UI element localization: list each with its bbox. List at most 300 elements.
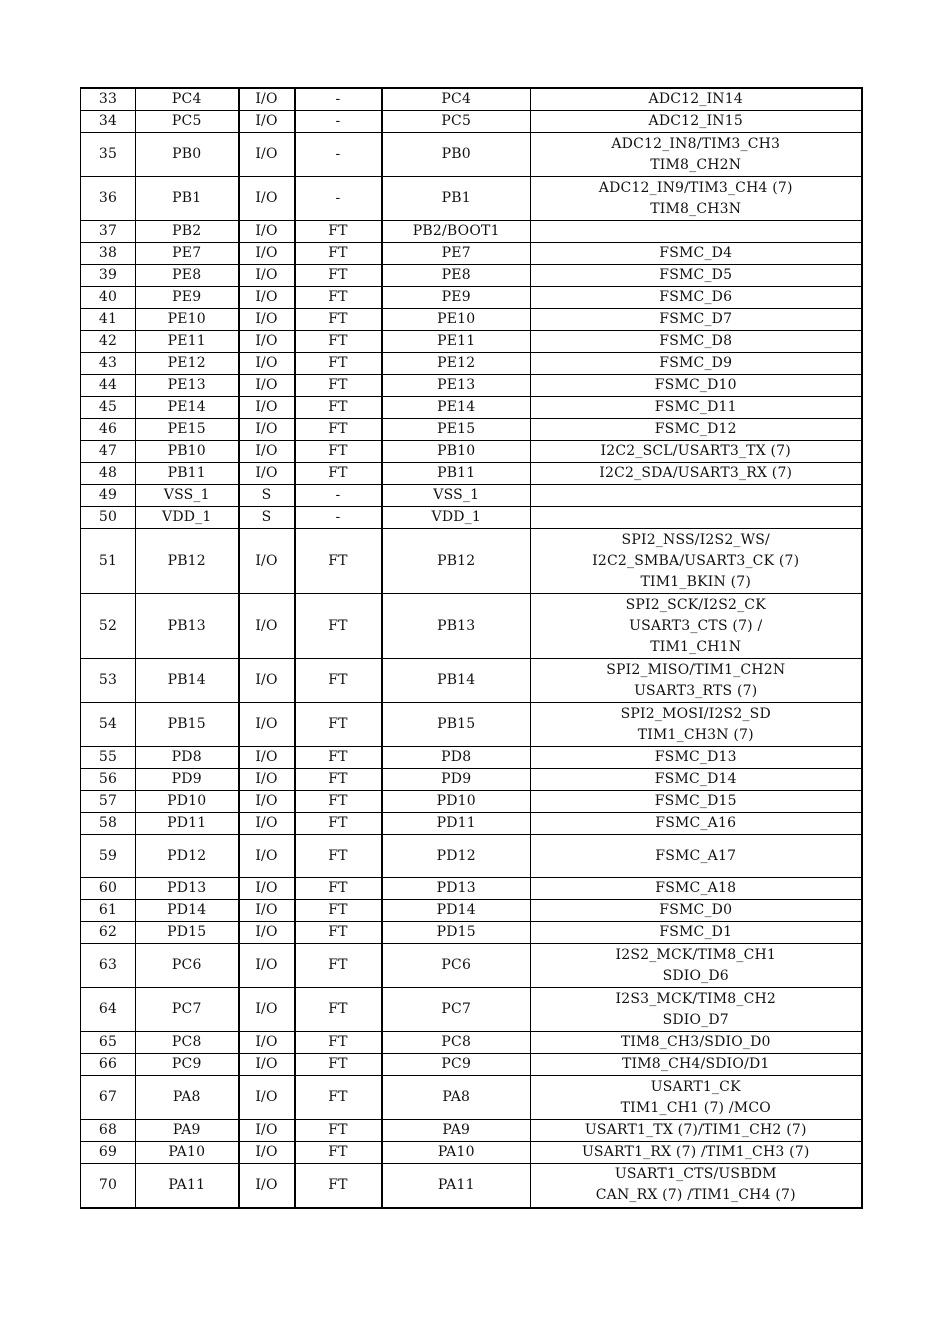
main-function-cell: PB13 (382, 594, 531, 659)
io-level-cell: FT (295, 747, 382, 769)
alternate-function-line: FSMC_A17 (655, 847, 737, 864)
io-level-cell: FT (295, 594, 382, 659)
pin-type-cell: I/O (239, 419, 295, 441)
alternate-function-line: TIM1_CH3N (7) (637, 726, 754, 743)
io-level-cell: FT (295, 922, 382, 944)
alternate-functions-cell (531, 791, 862, 813)
pin-type-cell: I/O (239, 88, 295, 111)
alternate-functions-cell (531, 1032, 862, 1054)
alternate-functions-cell (531, 769, 862, 791)
io-level-cell: FT (295, 1142, 382, 1164)
pin-type-cell: I/O (239, 813, 295, 835)
pin-name-cell: PE8 (136, 265, 239, 287)
table-row (81, 375, 862, 397)
pin-number-cell: 53 (81, 659, 136, 703)
main-function-cell: PD8 (382, 747, 531, 769)
alternate-function-line: I2S2_MCK/TIM8_CH1 (615, 946, 776, 963)
table-row (81, 441, 862, 463)
alternate-function-line: SPI2_SCK/I2S2_CK (625, 596, 766, 613)
alternate-function-line: USART3_CTS (7) / (629, 617, 763, 634)
alternate-functions-cell (531, 1054, 862, 1076)
alternate-function-line: USART1_TX (7)/TIM1_CH2 (7) (584, 1122, 807, 1138)
pin-type-cell: I/O (239, 397, 295, 419)
main-function-cell: PD15 (382, 922, 531, 944)
pin-name-cell: PC7 (136, 988, 239, 1032)
alternate-function-line: TIM8_CH3/SDIO_D0 (620, 1034, 771, 1050)
alternate-function-line: FSMC_D15 (654, 793, 737, 809)
pin-number-cell: 42 (81, 331, 136, 353)
table-row (81, 265, 862, 287)
pin-number-cell: 68 (81, 1120, 136, 1142)
io-level-cell: FT (295, 1164, 382, 1208)
io-level-cell: FT (295, 791, 382, 813)
pin-name-cell: PE15 (136, 419, 239, 441)
alternate-functions-cell (531, 133, 862, 177)
alternate-function-line: FSMC_D7 (659, 311, 733, 327)
alternate-function-line: FSMC_D6 (659, 289, 733, 305)
pin-name-cell: PE9 (136, 287, 239, 309)
pin-number-cell: 39 (81, 265, 136, 287)
pin-name-cell: PB13 (136, 594, 239, 659)
main-function-cell: PB12 (382, 529, 531, 594)
main-function-cell: PE11 (382, 331, 531, 353)
alternate-function-line: FSMC_D9 (659, 355, 733, 371)
pin-type-cell: I/O (239, 133, 295, 177)
pin-type-cell: I/O (239, 309, 295, 331)
io-level-cell: - (295, 88, 382, 111)
pin-type-cell: I/O (239, 1032, 295, 1054)
table-row (81, 813, 862, 835)
pin-number-cell: 50 (81, 507, 136, 529)
pin-type-cell: I/O (239, 835, 295, 878)
alternate-functions-cell (531, 813, 862, 835)
io-level-cell: - (295, 133, 382, 177)
pin-type-cell: I/O (239, 747, 295, 769)
io-level-cell: - (295, 111, 382, 133)
table-row (81, 988, 862, 1032)
pin-name-cell: PC5 (136, 111, 239, 133)
alternate-functions-cell (531, 243, 862, 265)
pin-type-cell: I/O (239, 221, 295, 243)
pin-name-cell: PB12 (136, 529, 239, 594)
table-row (81, 791, 862, 813)
pin-type-cell: I/O (239, 353, 295, 375)
alternate-function-line: FSMC_D5 (659, 267, 733, 283)
io-level-cell: FT (295, 221, 382, 243)
pin-number-cell: 69 (81, 1142, 136, 1164)
main-function-cell: PC9 (382, 1054, 531, 1076)
pin-type-cell: I/O (239, 988, 295, 1032)
table-row (81, 221, 862, 243)
pin-number-cell: 38 (81, 243, 136, 265)
table-row (81, 1142, 862, 1164)
io-level-cell: FT (295, 988, 382, 1032)
table-row (81, 769, 862, 791)
pin-name-cell: PA10 (136, 1142, 239, 1164)
table-row (81, 878, 862, 900)
pin-name-cell: PA8 (136, 1076, 239, 1120)
pin-number-cell: 51 (81, 529, 136, 594)
pin-number-cell: 33 (81, 88, 136, 111)
pin-number-cell: 59 (81, 835, 136, 878)
pin-number-cell: 54 (81, 703, 136, 747)
pin-type-cell: I/O (239, 265, 295, 287)
alternate-functions-cell (531, 594, 862, 659)
io-level-cell: FT (295, 1120, 382, 1142)
pin-name-cell: VDD_1 (136, 507, 239, 529)
alternate-functions-cell (531, 287, 862, 309)
alternate-function-line: I2S3_MCK/TIM8_CH2 (615, 990, 776, 1007)
main-function-cell: PD11 (382, 813, 531, 835)
pin-name-cell: PB14 (136, 659, 239, 703)
main-function-cell: PA11 (382, 1164, 531, 1208)
alternate-function-line: SPI2_MOSI/I2S2_SD (620, 705, 771, 722)
alternate-functions-cell (531, 835, 862, 878)
pin-type-cell: I/O (239, 900, 295, 922)
table-row (81, 703, 862, 747)
main-function-cell: PB10 (382, 441, 531, 463)
pin-name-cell: PD9 (136, 769, 239, 791)
alternate-functions-cell (531, 463, 862, 485)
pin-type-cell: I/O (239, 791, 295, 813)
pin-name-cell: PD14 (136, 900, 239, 922)
alternate-function-line: I2C2_SCL/USART3_TX (7) (600, 443, 791, 459)
alternate-functions-cell (531, 485, 862, 507)
pin-type-cell: I/O (239, 243, 295, 265)
pin-number-cell: 49 (81, 485, 136, 507)
table-row (81, 331, 862, 353)
io-level-cell: FT (295, 353, 382, 375)
pin-number-cell: 55 (81, 747, 136, 769)
alternate-function-line: FSMC_D12 (654, 421, 737, 437)
pin-number-cell: 46 (81, 419, 136, 441)
pin-number-cell: 57 (81, 791, 136, 813)
alternate-function-line: TIM1_BKIN (7) (640, 573, 752, 590)
pin-name-cell: PC6 (136, 944, 239, 988)
alternate-function-line: FSMC_D14 (654, 771, 737, 787)
table-row (81, 177, 862, 221)
pin-number-cell: 66 (81, 1054, 136, 1076)
io-level-cell: FT (295, 463, 382, 485)
table-row (81, 1054, 862, 1076)
pin-name-cell: PA9 (136, 1120, 239, 1142)
main-function-cell: PA9 (382, 1120, 531, 1142)
pin-name-cell: PB1 (136, 177, 239, 221)
pin-type-cell: I/O (239, 177, 295, 221)
alternate-function-line: TIM8_CH4/SDIO/D1 (621, 1056, 770, 1072)
pin-number-cell: 40 (81, 287, 136, 309)
io-level-cell: FT (295, 309, 382, 331)
io-level-cell: FT (295, 419, 382, 441)
pin-number-cell: 45 (81, 397, 136, 419)
main-function-cell: PB2/BOOT1 (382, 221, 531, 243)
pin-type-cell: I/O (239, 441, 295, 463)
io-level-cell: FT (295, 659, 382, 703)
table-row (81, 287, 862, 309)
alternate-function-line: TIM1_CH1 (7) /MCO (620, 1099, 771, 1116)
io-level-cell: FT (295, 1076, 382, 1120)
table-row (81, 111, 862, 133)
main-function-cell: PE12 (382, 353, 531, 375)
main-function-cell: PC7 (382, 988, 531, 1032)
table-row (81, 419, 862, 441)
io-level-cell: FT (295, 441, 382, 463)
pin-number-cell: 52 (81, 594, 136, 659)
main-function-cell: PD12 (382, 835, 531, 878)
pin-name-cell: PD8 (136, 747, 239, 769)
io-level-cell: FT (295, 813, 382, 835)
alternate-function-line: USART3_RTS (7) (634, 682, 758, 699)
io-level-cell: FT (295, 331, 382, 353)
pin-type-cell: S (239, 485, 295, 507)
pin-number-cell: 37 (81, 221, 136, 243)
table-row (81, 309, 862, 331)
pin-number-cell: 36 (81, 177, 136, 221)
io-level-cell: FT (295, 900, 382, 922)
pin-number-cell: 65 (81, 1032, 136, 1054)
io-level-cell: FT (295, 529, 382, 594)
alternate-functions-cell (531, 1142, 862, 1164)
main-function-cell: PE9 (382, 287, 531, 309)
pin-name-cell: PD10 (136, 791, 239, 813)
table-row (81, 133, 862, 177)
pin-number-cell: 70 (81, 1164, 136, 1208)
io-level-cell: FT (295, 1054, 382, 1076)
alternate-functions-cell (531, 747, 862, 769)
alternate-function-line: SDIO_D6 (662, 967, 729, 984)
io-level-cell: FT (295, 397, 382, 419)
table-row (81, 594, 862, 659)
pin-number-cell: 56 (81, 769, 136, 791)
table-row (81, 747, 862, 769)
alternate-functions-cell (531, 1076, 862, 1120)
alternate-function-line: FSMC_D11 (654, 399, 737, 415)
pin-number-cell: 63 (81, 944, 136, 988)
pin-name-cell: PC8 (136, 1032, 239, 1054)
table-row (81, 944, 862, 988)
pin-number-cell: 62 (81, 922, 136, 944)
main-function-cell: PE15 (382, 419, 531, 441)
main-function-cell: PC8 (382, 1032, 531, 1054)
io-level-cell: FT (295, 243, 382, 265)
alternate-functions-cell (531, 507, 862, 529)
main-function-cell: PE13 (382, 375, 531, 397)
pin-table-body (81, 88, 862, 1208)
main-function-cell: PB1 (382, 177, 531, 221)
main-function-cell: PE8 (382, 265, 531, 287)
pin-name-cell: PD15 (136, 922, 239, 944)
io-level-cell: - (295, 485, 382, 507)
main-function-cell: PE10 (382, 309, 531, 331)
alternate-function-line: I2C2_SMBA/USART3_CK (7) (592, 552, 800, 569)
alternate-functions-cell (531, 309, 862, 331)
main-function-cell: PE14 (382, 397, 531, 419)
main-function-cell: PA10 (382, 1142, 531, 1164)
io-level-cell: - (295, 177, 382, 221)
alternate-functions-cell (531, 397, 862, 419)
table-row (81, 463, 862, 485)
pin-number-cell: 58 (81, 813, 136, 835)
alternate-function-line: FSMC_D10 (654, 377, 737, 393)
pin-name-cell: PB15 (136, 703, 239, 747)
alternate-functions-cell (531, 375, 862, 397)
pin-type-cell: I/O (239, 1120, 295, 1142)
alternate-functions-cell (531, 177, 862, 221)
pin-type-cell: I/O (239, 529, 295, 594)
alternate-function-line: FSMC_D4 (659, 245, 733, 261)
pin-number-cell: 41 (81, 309, 136, 331)
main-function-cell: PE7 (382, 243, 531, 265)
alternate-functions-cell (531, 419, 862, 441)
pin-number-cell: 61 (81, 900, 136, 922)
pin-definition-table (80, 87, 863, 1209)
pin-number-cell: 47 (81, 441, 136, 463)
alternate-functions-cell (531, 265, 862, 287)
alternate-function-line: ADC12_IN15 (648, 113, 743, 129)
alternate-function-line: USART1_CTS/USBDM (614, 1166, 777, 1183)
alternate-function-line: SPI2_MISO/TIM1_CH2N (606, 661, 786, 678)
alternate-function-line: FSMC_D8 (659, 333, 733, 349)
table-row (81, 507, 862, 529)
pin-type-cell: I/O (239, 944, 295, 988)
pin-type-cell: I/O (239, 1054, 295, 1076)
alternate-functions-cell (531, 353, 862, 375)
alternate-function-line: USART1_RX (7) /TIM1_CH3 (7) (581, 1144, 810, 1160)
alternate-function-line: SDIO_D7 (662, 1011, 729, 1028)
alternate-functions-cell (531, 1164, 862, 1208)
io-level-cell: FT (295, 265, 382, 287)
alternate-function-line: FSMC_D1 (659, 924, 733, 940)
pin-name-cell: PA11 (136, 1164, 239, 1208)
table-row (81, 243, 862, 265)
io-level-cell: FT (295, 1032, 382, 1054)
pin-name-cell: PE11 (136, 331, 239, 353)
pin-type-cell: I/O (239, 375, 295, 397)
pin-type-cell: I/O (239, 287, 295, 309)
pin-type-cell: I/O (239, 1164, 295, 1208)
io-level-cell: - (295, 507, 382, 529)
pin-type-cell: I/O (239, 659, 295, 703)
alternate-function-line: ADC12_IN14 (648, 91, 743, 107)
pin-type-cell: I/O (239, 1076, 295, 1120)
alternate-functions-cell (531, 659, 862, 703)
alternate-functions-cell (531, 703, 862, 747)
table-row (81, 88, 862, 111)
main-function-cell: PD9 (382, 769, 531, 791)
main-function-cell: PB15 (382, 703, 531, 747)
alternate-function-line: CAN_RX (7) /TIM1_CH4 (7) (595, 1187, 796, 1204)
main-function-cell: PB14 (382, 659, 531, 703)
pin-number-cell: 67 (81, 1076, 136, 1120)
alternate-function-line: ADC12_IN8/TIM3_CH3 (611, 135, 781, 152)
pin-name-cell: VSS_1 (136, 485, 239, 507)
main-function-cell: PC6 (382, 944, 531, 988)
alternate-function-line: SPI2_NSS/I2S2_WS/ (621, 531, 770, 548)
main-function-cell: PA8 (382, 1076, 531, 1120)
pin-number-cell: 34 (81, 111, 136, 133)
pin-type-cell: S (239, 507, 295, 529)
table-row (81, 485, 862, 507)
pin-type-cell: I/O (239, 922, 295, 944)
main-function-cell: PB11 (382, 463, 531, 485)
main-function-cell: VSS_1 (382, 485, 531, 507)
table-row (81, 397, 862, 419)
alternate-function-line: ADC12_IN9/TIM3_CH4 (7) (598, 179, 793, 196)
table-row (81, 529, 862, 594)
pin-type-cell: I/O (239, 463, 295, 485)
pin-name-cell: PE14 (136, 397, 239, 419)
alternate-function-line: TIM8_CH3N (650, 200, 742, 217)
alternate-functions-cell (531, 1120, 862, 1142)
table-row (81, 922, 862, 944)
table-row (81, 1120, 862, 1142)
main-function-cell: PC5 (382, 111, 531, 133)
alternate-functions-cell (531, 88, 862, 111)
alternate-functions-cell (531, 922, 862, 944)
alternate-functions-cell (531, 944, 862, 988)
io-level-cell: FT (295, 878, 382, 900)
pin-number-cell: 43 (81, 353, 136, 375)
table-row (81, 1164, 862, 1208)
table-row (81, 835, 862, 878)
pin-name-cell: PE10 (136, 309, 239, 331)
alternate-function-line: FSMC_A16 (655, 815, 737, 831)
io-level-cell: FT (295, 287, 382, 309)
pin-type-cell: I/O (239, 878, 295, 900)
pin-name-cell: PE7 (136, 243, 239, 265)
io-level-cell: FT (295, 944, 382, 988)
alternate-functions-cell (531, 221, 862, 243)
alternate-function-line: TIM1_CH1N (650, 638, 742, 655)
pin-name-cell: PD11 (136, 813, 239, 835)
pin-name-cell: PB2 (136, 221, 239, 243)
pin-name-cell: PC9 (136, 1054, 239, 1076)
pin-type-cell: I/O (239, 1142, 295, 1164)
main-function-cell: PD14 (382, 900, 531, 922)
main-function-cell: VDD_1 (382, 507, 531, 529)
pin-name-cell: PB10 (136, 441, 239, 463)
table-row (81, 659, 862, 703)
alternate-function-line: FSMC_A18 (655, 880, 737, 896)
pin-name-cell: PD13 (136, 878, 239, 900)
alternate-functions-cell (531, 900, 862, 922)
alternate-function-line: USART1_CK (650, 1078, 741, 1095)
io-level-cell: FT (295, 703, 382, 747)
main-function-cell: PD10 (382, 791, 531, 813)
pin-name-cell: PB11 (136, 463, 239, 485)
table-row (81, 353, 862, 375)
alternate-functions-cell (531, 988, 862, 1032)
table-row (81, 1032, 862, 1054)
main-function-cell: PD13 (382, 878, 531, 900)
alternate-function-line: FSMC_D13 (654, 749, 737, 765)
alternate-function-line: FSMC_D0 (659, 902, 733, 918)
alternate-function-line: I2C2_SDA/USART3_RX (7) (599, 465, 793, 481)
pin-number-cell: 64 (81, 988, 136, 1032)
table-row (81, 900, 862, 922)
pin-type-cell: I/O (239, 769, 295, 791)
io-level-cell: FT (295, 835, 382, 878)
alternate-functions-cell (531, 529, 862, 594)
pin-type-cell: I/O (239, 111, 295, 133)
alternate-functions-cell (531, 441, 862, 463)
pin-name-cell: PD12 (136, 835, 239, 878)
alternate-functions-cell (531, 331, 862, 353)
alternate-functions-cell (531, 878, 862, 900)
pin-number-cell: 48 (81, 463, 136, 485)
pin-type-cell: I/O (239, 703, 295, 747)
io-level-cell: FT (295, 375, 382, 397)
